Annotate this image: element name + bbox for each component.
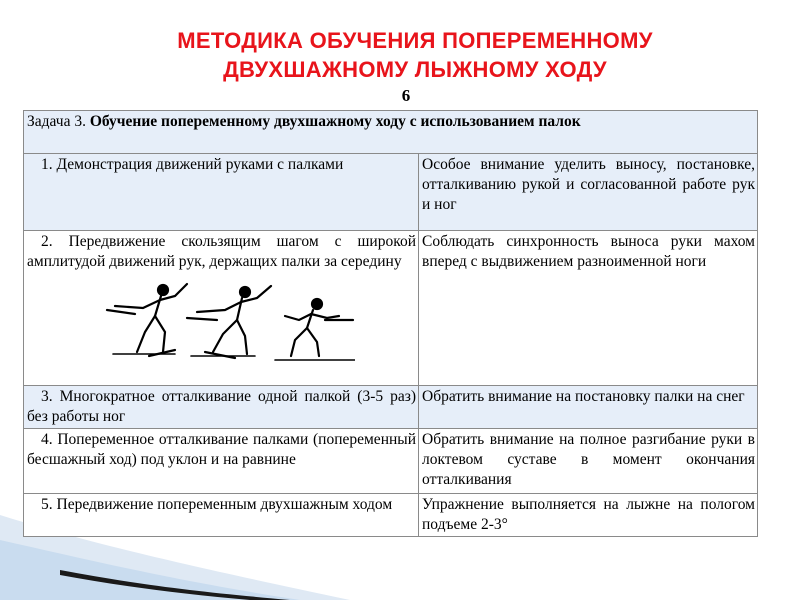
exercise-table xyxy=(23,110,758,537)
task-header-cell xyxy=(24,111,758,154)
guideline-cell: Обратить внимание на полное разгибание руки в локтевом суставе в момент окончания отталкивания xyxy=(419,429,758,494)
exercise-cell: 4. Попеременное отталкивание палками (попеременный бесшажный ход) под уклон и на равнине xyxy=(24,429,419,494)
table-row xyxy=(24,231,758,386)
exercise-cell-with-illustration xyxy=(24,231,419,386)
table-header-row xyxy=(24,111,758,154)
exercise-cell: 1. Демонстрация движений руками с палками xyxy=(24,154,419,231)
exercise-cell: 3. Многократное отталкивание одной палкой (3-5 раз) без работы ног xyxy=(24,386,419,429)
guideline-cell: Упражнение выполняется на лыжне на пологом подъеме 2-3° xyxy=(419,494,758,537)
table-row xyxy=(24,154,758,231)
table-row xyxy=(24,386,758,429)
slide-title xyxy=(90,26,740,84)
exercise-cell: 5. Передвижение попеременным двухшажным ходом xyxy=(24,494,419,537)
table-row xyxy=(24,494,758,537)
guideline-cell: Особое внимание уделить выносу, постановке, отталкиванию рукой и согласованной работе рук и ног xyxy=(419,154,758,231)
title-line-1: МЕТОДИКА ОБУЧЕНИЯ ПОПЕРЕМЕННОМУ xyxy=(177,28,653,53)
task-prefix: Задача 3. xyxy=(27,113,90,130)
task-text: Обучение попеременному двухшажному ходу с использованием палок xyxy=(89,113,581,130)
guideline-cell: Соблюдать синхронность выноса руки махом вперед с выдвижением разноименной ноги xyxy=(419,231,758,386)
table-row xyxy=(24,429,758,494)
exercise-text: 2. Передвижение скользящим шагом с широкой амплитудой движений рук, держащих палки за середину xyxy=(27,233,416,270)
page-number: 6 xyxy=(401,86,411,105)
title-line-2: ДВУХШАЖНОМУ ЛЫЖНОМУ ХОДУ xyxy=(223,57,607,82)
skiers-illustration xyxy=(105,280,355,362)
guideline-cell: Обратить внимание на постановку палки на снег xyxy=(419,386,758,429)
